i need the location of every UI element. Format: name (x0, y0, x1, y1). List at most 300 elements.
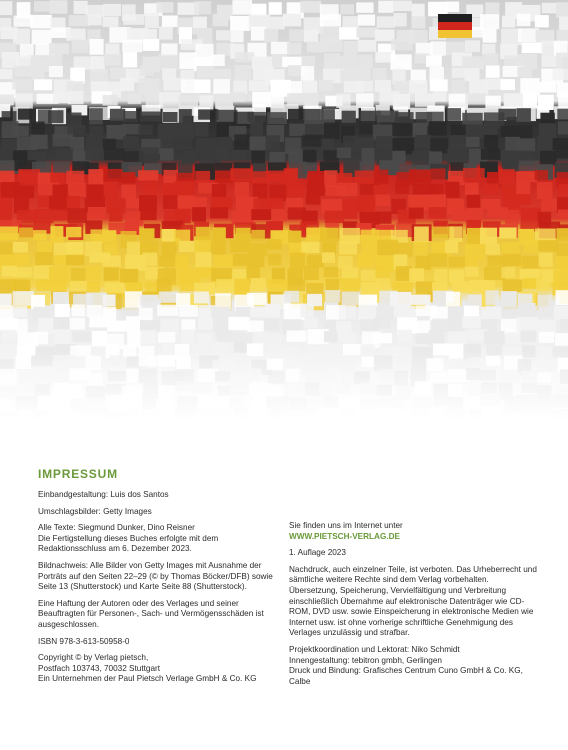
crowd-card (248, 112, 266, 122)
crowd-card (429, 184, 444, 195)
crowd-card (414, 242, 428, 255)
crowd-card (430, 41, 446, 55)
crowd-card (538, 82, 556, 92)
crowd-card (14, 254, 29, 265)
crowd-card (16, 55, 31, 66)
crowd-card (337, 148, 351, 158)
crowd-card (56, 148, 74, 159)
crowd-card (445, 182, 460, 198)
crowd-card (465, 183, 479, 196)
crowd-card (324, 123, 340, 140)
crowd-card (213, 227, 226, 241)
crowd-card (339, 27, 359, 39)
crowd-card (102, 294, 115, 306)
crowd-card (267, 279, 288, 292)
crowd-card (174, 181, 193, 197)
crowd-card (103, 4, 121, 16)
crowd-card (270, 152, 286, 164)
crowd-card (36, 280, 53, 292)
crowd-card (66, 227, 81, 237)
crowd-card (306, 194, 321, 204)
crowd-card (104, 268, 119, 281)
crowd-card (394, 306, 415, 318)
crowd-card (235, 182, 250, 197)
crowd-card (162, 68, 176, 79)
crowd-card (446, 292, 460, 307)
crowd-card (449, 226, 462, 242)
crowd-card (391, 54, 412, 70)
crowd-card (356, 2, 373, 12)
crowd-card (210, 207, 228, 218)
crowd-card (537, 182, 553, 199)
crowd-card (143, 181, 158, 194)
crowd-card (553, 270, 568, 285)
crowd-card (416, 321, 431, 335)
crowd-card (194, 123, 208, 136)
crowd-card (0, 1, 12, 15)
crowd-card (553, 69, 568, 80)
crowd-card (522, 42, 543, 53)
crowd-card (228, 317, 249, 330)
crowd-card (267, 198, 284, 209)
crowd-card (483, 29, 497, 43)
crowd-card (50, 226, 63, 243)
crowd-card (283, 14, 302, 27)
crowd-card (395, 183, 408, 195)
crowd-card (336, 173, 352, 184)
crowd-card (375, 194, 390, 206)
crowd-card (357, 195, 375, 212)
crowd-card (523, 92, 537, 108)
crowd-card (394, 13, 407, 26)
crowd-card (462, 316, 480, 327)
crowd-card (516, 171, 537, 182)
crowd-card (560, 319, 568, 333)
crowd-card (197, 333, 212, 343)
crowd-card (449, 135, 468, 150)
crowd-card (304, 109, 320, 125)
crowd-card (410, 295, 431, 305)
crowd-card (559, 16, 568, 30)
crowd-card (162, 16, 178, 28)
crowd-card (49, 66, 63, 77)
crowd-card (339, 305, 356, 319)
crowd-card (32, 30, 52, 45)
crowd-card (343, 209, 357, 219)
crowd-card (217, 331, 234, 342)
interior-design-credit: Innengestaltung: tebitron gmbh, Gerlingen (289, 655, 442, 665)
picture-credits: Bildnachweis: Alle Bilder von Getty Images mit Ausnahme der Porträts auf den Seiten 22–29 (© by Thomas Böcker/DFB) sowie Seite 13 (Shutterstock) und Karte Seite 88 (Shutterstock). (38, 560, 273, 592)
postbox-address: Postfach 103743, 70032 Stuttgart (38, 663, 160, 673)
crowd-card (320, 14, 341, 26)
crowd-card (481, 149, 501, 160)
crowd-card (324, 170, 337, 187)
crowd-card (271, 95, 284, 108)
crowd-card (501, 79, 515, 90)
crowd-card (340, 4, 354, 14)
crowd-card (340, 278, 359, 293)
crowd-card (216, 279, 234, 294)
crowd-card (267, 239, 282, 249)
crowd-card (356, 66, 371, 81)
crowd-card (518, 161, 538, 171)
crowd-card (87, 305, 102, 317)
crowd-card (446, 2, 460, 13)
crowd-card (409, 170, 431, 184)
crowd-card (250, 121, 263, 137)
crowd-card (158, 55, 178, 70)
crowd-card (91, 81, 106, 91)
liability-notice: Eine Haftung der Autoren oder des Verlages und seiner Beauftragten für Personen-, Sach- und Vermögensschäden ist ausgeschlossen. (38, 598, 264, 629)
crowd-card (2, 330, 17, 341)
crowd-card (557, 109, 568, 119)
crowd-card (484, 78, 502, 89)
reprint-notice: Nachdruck, auch einzelner Teile, ist verboten. Das Urheberrecht und sämtliche weitere Rechte sind dem Verlag vorbehalten. Übersetzung, Speicherung, Vervielfältigung und Verbreitung einschließlich Übernahme auf elektronische Datenträger wie CD-ROM, DVD usw. sowie Einspeicherung in elektronische Medien wie Internet usw. ist ohne vorherige schriftliche Genehmigung des Verlages unzulässig und strafbar. (289, 564, 537, 638)
crowd-card (357, 28, 379, 38)
crowd-card (301, 66, 314, 81)
crowd-card (319, 80, 333, 91)
crowd-card (265, 304, 280, 318)
crowd-card (121, 185, 135, 200)
crowd-card (428, 253, 448, 266)
crowd-card (324, 267, 338, 278)
crowd-card (48, 110, 64, 123)
crowd-card (88, 169, 104, 184)
crowd-card (251, 230, 265, 241)
crowd-card (300, 1, 321, 13)
crowd-card (53, 185, 70, 198)
crowd-card (307, 42, 326, 53)
crowd-card (0, 69, 13, 79)
crowd-card (66, 242, 84, 256)
company-line: Ein Unternehmen der Paul Pietsch Verlage GmbH & Co. KG (38, 674, 257, 684)
crowd-card (175, 136, 192, 150)
crowd-card (452, 68, 465, 78)
crowd-card (465, 208, 483, 220)
crowd-card (467, 195, 481, 209)
completion-note: Die Fertigstellung dieses Buches erfolgte mit dem Redaktionsschluss am 6. Dezember 2023. (38, 533, 219, 554)
crowd-card (158, 332, 176, 342)
crowd-card (211, 55, 225, 67)
crowd-card (391, 39, 413, 50)
crowd-card (235, 52, 254, 62)
crowd-card (89, 317, 109, 328)
crowd-card (395, 112, 414, 125)
crowd-card (301, 56, 315, 66)
crowd-card (103, 255, 121, 266)
crowd-card (481, 307, 502, 319)
crowd-card (465, 40, 480, 52)
crowd-card (217, 137, 232, 149)
crowd-card (68, 208, 87, 223)
texts-credit: Alle Texte: Siegmund Dunker, Dino Reisner (38, 523, 195, 533)
crowd-card (35, 252, 53, 266)
crowd-card (266, 135, 280, 150)
crowd-card (503, 254, 521, 266)
crowd-card (265, 319, 280, 330)
crowd-card (284, 291, 299, 303)
crowd-card (176, 293, 190, 306)
crowd-card (250, 278, 265, 291)
crowd-card (160, 148, 174, 160)
crowd-card (105, 44, 119, 56)
crowd-card (213, 317, 230, 331)
crowd-card (140, 295, 158, 306)
crowd-card (503, 279, 523, 292)
copyright-line: Copyright © by Verlag pietsch, (38, 653, 149, 663)
crowd-card (430, 79, 448, 91)
crowd-card (356, 81, 373, 92)
crowd-card (18, 169, 40, 184)
crowd-card (143, 253, 158, 266)
crowd-card (194, 292, 209, 304)
crowd-card (53, 134, 73, 146)
impressum-heading: IMPRESSUM (38, 467, 118, 481)
crowd-card (196, 138, 218, 153)
crowd-card (540, 151, 557, 166)
crowd-card (413, 123, 427, 137)
crowd-card (342, 111, 356, 123)
crowd-card (68, 91, 84, 104)
crowd-card (125, 255, 146, 271)
crowd-card (429, 330, 445, 346)
crowd-card (558, 210, 568, 220)
crowd-card (0, 294, 12, 306)
crowd-card (377, 212, 392, 224)
crowd-card (230, 31, 243, 42)
crowd-card (358, 40, 377, 52)
edition-line: 1. Auflage 2023 (289, 548, 346, 558)
crowd-card (249, 80, 269, 91)
crowd-card (120, 78, 134, 91)
crowd-card (139, 147, 159, 163)
crowd-card (558, 92, 568, 108)
crowd-card (304, 30, 318, 42)
crowd-card (159, 292, 178, 303)
crowd-card (287, 93, 307, 105)
crowd-card (232, 150, 246, 160)
crowd-card (120, 269, 138, 283)
crowd-card (429, 151, 442, 165)
crowd-card (483, 183, 499, 194)
crowd-card (251, 209, 271, 220)
crowd-card (211, 241, 226, 255)
crowd-card (103, 169, 122, 183)
crowd-card (107, 321, 126, 332)
crowd-card (104, 148, 125, 160)
crowd-card (556, 53, 568, 69)
crowd-card (555, 333, 568, 345)
crowd-card (213, 79, 230, 94)
crowd-card (430, 307, 449, 321)
crowd-card (538, 240, 558, 251)
crowd-card (140, 65, 154, 76)
crowd-card (465, 254, 478, 267)
crowd-card (181, 319, 195, 330)
crowd-card (355, 171, 376, 185)
crowd-card (12, 79, 32, 89)
crowd-card (288, 149, 303, 163)
crowd-card (89, 39, 103, 55)
crowd-card (498, 109, 516, 121)
crowd-card (506, 332, 521, 343)
crowd-card (53, 292, 68, 305)
cover-design-credit: Einbandgestaltung: Luis dos Santos (38, 490, 169, 499)
crowd-card (14, 279, 30, 291)
crowd-card (501, 242, 520, 253)
crowd-card (409, 208, 424, 219)
crowd-card (465, 267, 479, 277)
crowd-card (445, 240, 458, 253)
crowd-card (126, 316, 141, 331)
crowd-card (122, 172, 136, 183)
crowd-card (517, 138, 536, 151)
crowd-card (138, 170, 158, 180)
crowd-card (31, 68, 44, 80)
crowd-card (179, 305, 198, 317)
crowd-card (358, 253, 375, 266)
crowd-card (103, 139, 116, 150)
crowd-card (307, 184, 325, 196)
crowd-card (213, 14, 229, 26)
printing-credit: Druck und Bindung: Grafisches Centrum Cuno GmbH & Co. KG, Calbe (289, 666, 523, 686)
crowd-card (539, 253, 553, 267)
crowd-card (248, 243, 267, 256)
crowd-card (516, 181, 530, 195)
crowd-card (466, 124, 485, 139)
crowd-card (463, 168, 485, 181)
crowd-card (14, 186, 34, 198)
crowd-card (157, 305, 178, 316)
crowd-card (139, 78, 160, 94)
crowd-card (271, 42, 289, 54)
crowd-card (247, 321, 263, 333)
crowd-card (290, 253, 305, 269)
crowd-card (193, 17, 207, 29)
crowd-card (230, 168, 251, 180)
crowd-card (163, 195, 179, 209)
crowd-card (251, 27, 266, 41)
crowd-card (447, 108, 461, 120)
crowd-card (289, 124, 305, 136)
crowd-card (214, 255, 236, 267)
crowd-card (320, 228, 339, 242)
crowd-card (356, 93, 374, 108)
crowd-card (536, 279, 550, 291)
crowd-card (505, 210, 519, 224)
crowd-card (125, 291, 142, 308)
crowd-card (375, 52, 391, 63)
crowd-card (54, 329, 71, 343)
crowd-card (30, 135, 48, 149)
crowd-card (522, 256, 541, 268)
crowd-card (212, 184, 226, 199)
impressum-right-column (289, 521, 537, 693)
crowd-card (409, 268, 424, 282)
crowd-card (103, 17, 119, 27)
crowd-card (499, 169, 515, 184)
crowd-card (485, 244, 500, 255)
crowd-card (464, 68, 479, 81)
crowd-card (13, 29, 30, 45)
crowd-card (140, 210, 156, 220)
crowd-card (103, 95, 118, 106)
crowd-card (484, 123, 498, 135)
crowd-card (264, 29, 278, 43)
crowd-card (161, 43, 177, 56)
crowd-card (287, 331, 307, 342)
crowd-card (271, 17, 285, 30)
crowd-card (393, 1, 412, 12)
crowd-card (326, 279, 340, 290)
crowd-card (361, 270, 376, 281)
crowd-card (304, 266, 319, 280)
crowd-card (68, 183, 86, 197)
crowd-card (156, 2, 173, 13)
crowd-card (233, 254, 248, 266)
crowd-card (55, 304, 70, 317)
crowd-card (71, 268, 86, 281)
crowd-card (66, 171, 84, 184)
crowd-card (398, 330, 412, 342)
crowd-card (303, 135, 324, 147)
crowd-card (464, 306, 479, 318)
crowd-card (197, 66, 214, 79)
crowd-card (447, 148, 467, 163)
crowd-card (342, 292, 360, 305)
crowd-card (88, 207, 106, 220)
crowd-card (230, 240, 250, 253)
crowd-card (110, 109, 125, 121)
crowd-card (35, 209, 54, 223)
website-link[interactable]: WWW.PIETSCH-VERLAG.DE (289, 531, 400, 541)
crowd-card (251, 151, 265, 165)
crowd-card (325, 290, 340, 302)
crowd-card (554, 306, 568, 320)
crowd-card (517, 14, 531, 27)
crowd-card (30, 15, 52, 29)
crowd-card (247, 293, 267, 305)
crowd-card (556, 228, 568, 241)
crowd-card (215, 171, 233, 184)
crowd-card (502, 186, 517, 199)
crowd-card (194, 1, 211, 14)
crowd-card (373, 333, 393, 343)
crowd-card (409, 80, 427, 94)
crowd-card (66, 255, 84, 266)
crowd-card (192, 207, 206, 221)
crowd-card (377, 240, 398, 255)
crowd-card (501, 306, 519, 318)
crowd-card (324, 331, 337, 342)
crowd-card (343, 41, 357, 57)
crowd-card (501, 126, 521, 137)
crowd-card (300, 304, 313, 318)
crowd-card (232, 0, 252, 15)
crowd-card (195, 171, 210, 183)
crowd-card (487, 256, 504, 267)
crowd-card (337, 183, 358, 196)
crowd-card (319, 109, 335, 125)
crowd-card (431, 169, 446, 180)
crowd-card (158, 124, 178, 140)
crowd-card (378, 1, 393, 13)
crowd-card (73, 332, 95, 342)
crowd-card (71, 40, 88, 54)
crowd-card (415, 93, 435, 106)
crowd-card (392, 123, 412, 136)
crowd-card (520, 306, 537, 319)
